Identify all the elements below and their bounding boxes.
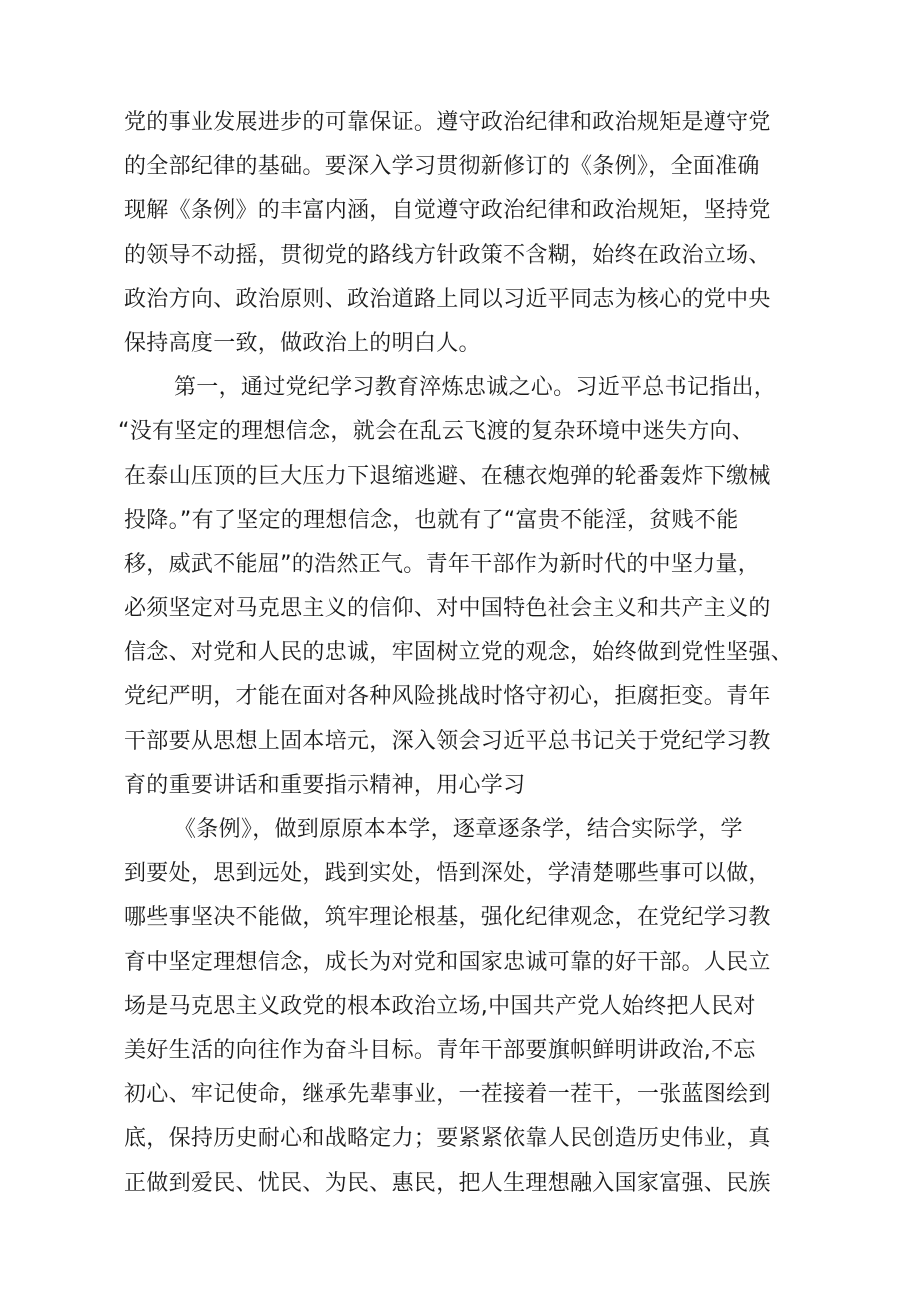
text-line: 的全部纪律的基础。要深入学习贯彻新修订的《条例》，全面准确 (124, 154, 760, 180)
paragraph-start-line: 《条例》，做到原原本本学，逐章逐条学，结合实际学，学 (174, 817, 743, 842)
text-line: 政治方向、政治原则、政治道路上同以习近平同志为核心的党中央 (124, 286, 771, 312)
text-line: “没有坚定的理想信念，就会在乱云飞渡的复杂环境中迷失方向、 (118, 419, 755, 445)
text-line: 到要处，思到远处，践到实处，悟到深处，学清楚哪些事可以做， (124, 861, 771, 887)
text-line: 育中坚定理想信念，成长为对党和国家忠诚可靠的好干部。人民立 (124, 949, 771, 975)
text-line: 保持高度一致，做政治上的明白人。 (124, 330, 481, 356)
text-line: 移，威武不能屈”的浩然正气。青年干部作为新时代的中坚力量， (124, 551, 761, 577)
text-line: 在泰山压顶的巨大压力下退缩逃避、在穗衣炮弹的轮番轰炸下缴械 (124, 463, 771, 489)
text-line: 哪些事坚决不能做，筑牢理论根基，强化纪律观念，在党纪学习教 (124, 905, 771, 931)
text-line: 初心、牢记使命，继承先辈事业，一茬接着一茬干，一张蓝图绘到 (124, 1082, 771, 1108)
text-line: 党的事业发展进步的可靠保证。遵守政治纪律和政治规矩是遵守党 (124, 110, 771, 135)
body-text (118, 101, 804, 1206)
text-line: 信念、对党和人民的忠诚，牢固树立党的观念，始终做到党性坚强、 (124, 640, 794, 666)
text-line: 场是马克思主义政党的根本政治立场,中国共产党人始终把人民对 (124, 993, 756, 1019)
paragraph-start-line: 第一，通过党纪学习教育淬炼忠诚之心。习近平总书记指出， (174, 375, 777, 401)
text-line: 现解《条例》的丰富内涵，自觉遵守政治纪律和政治规矩，坚持党 (124, 198, 771, 224)
text-line: 必须坚定对马克思主义的信仰、对中国特色社会主义和共产主义的 (124, 596, 771, 622)
text-line: 党纪严明，才能在面对各种风险挑战时恪守初心，拒腐拒变。青年 (124, 684, 771, 710)
text-line: 美好生活的向往作为奋斗目标。青年干部要旗帜鲜明讲政治,不忘 (124, 1037, 756, 1063)
text-line: 底，保持历史耐心和战略定力；要紧紧依靠人民创造历史伟业，真 (124, 1126, 771, 1152)
text-line: 干部要从思想上固本培元，深入领会习近平总书记关于党纪学习教 (124, 728, 771, 754)
text-line: 的领导不动摇，贯彻党的路线方针政策不含糊，始终在政治立场、 (124, 242, 771, 268)
text-line: 正做到爱民、忧民、为民、惠民，把人生理想融入国家富强、民族 (124, 1170, 771, 1196)
text-line: 育的重要讲话和重要指示精神，用心学习 (124, 772, 526, 798)
text-line: 投降。”有了坚定的理想信念，也就有了“富贵不能淫，贫贱不能 (124, 507, 739, 533)
